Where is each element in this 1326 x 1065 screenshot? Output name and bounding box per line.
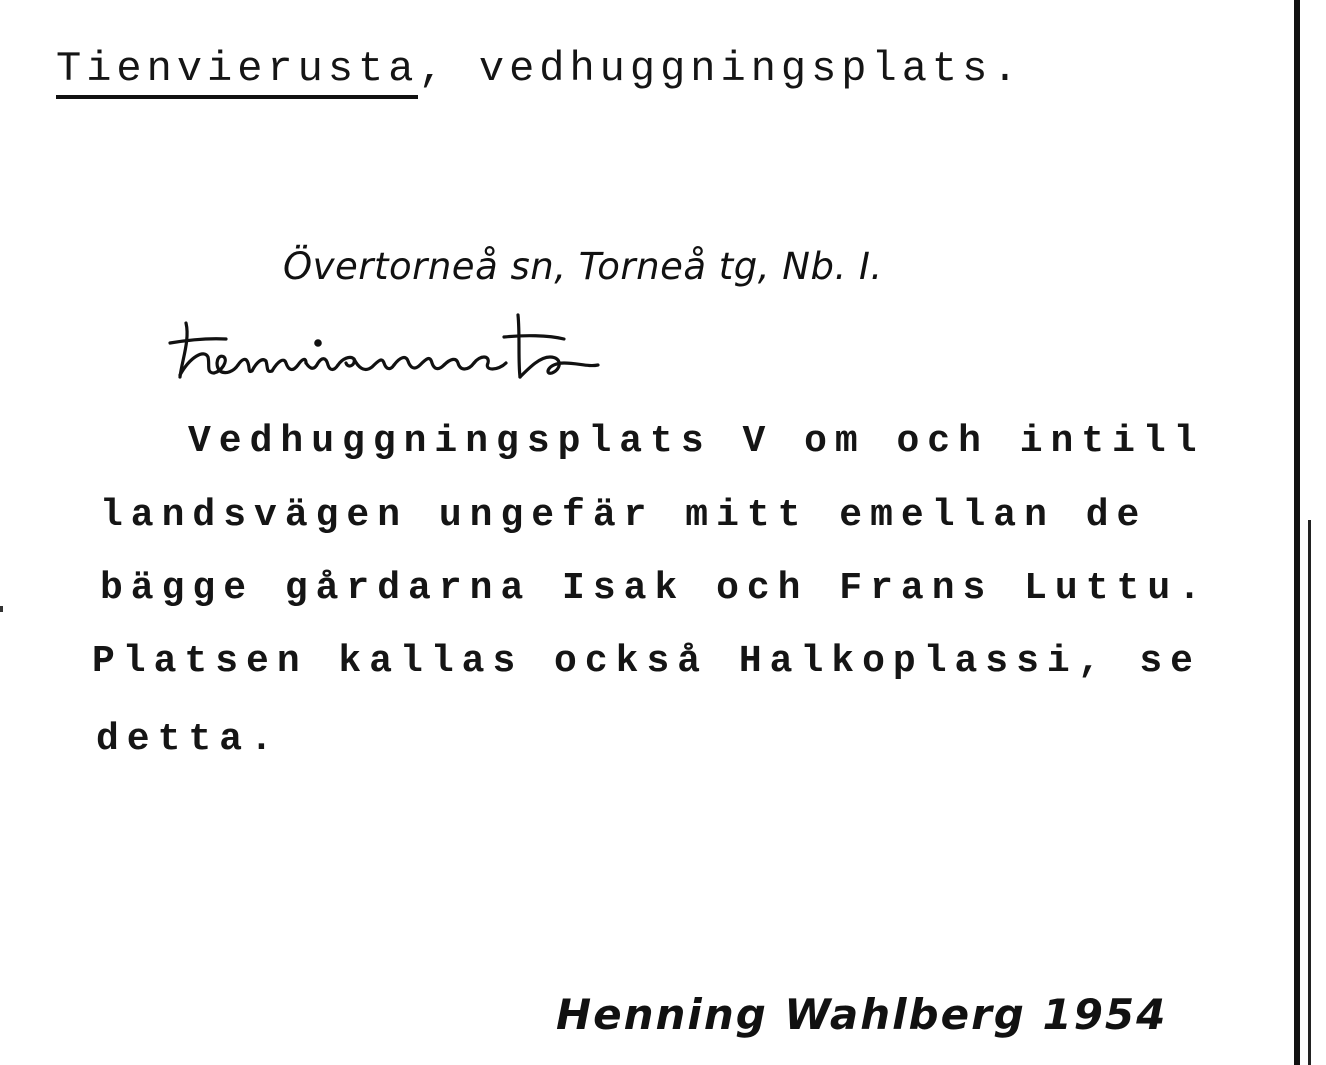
card-border-right bbox=[1294, 0, 1300, 1065]
body-line-4: Platsen kallas också Halkoplassi, se bbox=[92, 640, 1201, 683]
headword-line bbox=[56, 45, 1023, 99]
card-border-shadow bbox=[1308, 520, 1311, 1065]
body-line-2: landsvägen ungefär mitt emellan de bbox=[100, 494, 1148, 537]
collector-signature: Henning Wahlberg 1954 bbox=[556, 990, 1168, 1039]
body-line-1: Vedhuggningsplats V om och intill bbox=[188, 420, 1205, 463]
parish-stamp: Övertorneå sn, Torneå tg, Nb. I. bbox=[283, 245, 883, 288]
headword: Tienvierusta bbox=[56, 45, 418, 99]
scan-mark bbox=[0, 606, 3, 612]
headword-suffix: , vedhuggningsplats. bbox=[418, 45, 1023, 93]
handwritten-name-signature bbox=[168, 305, 728, 405]
body-line-3: bägge gårdarna Isak och Frans Luttu. bbox=[100, 567, 1209, 610]
body-line-5: detta. bbox=[96, 718, 281, 761]
